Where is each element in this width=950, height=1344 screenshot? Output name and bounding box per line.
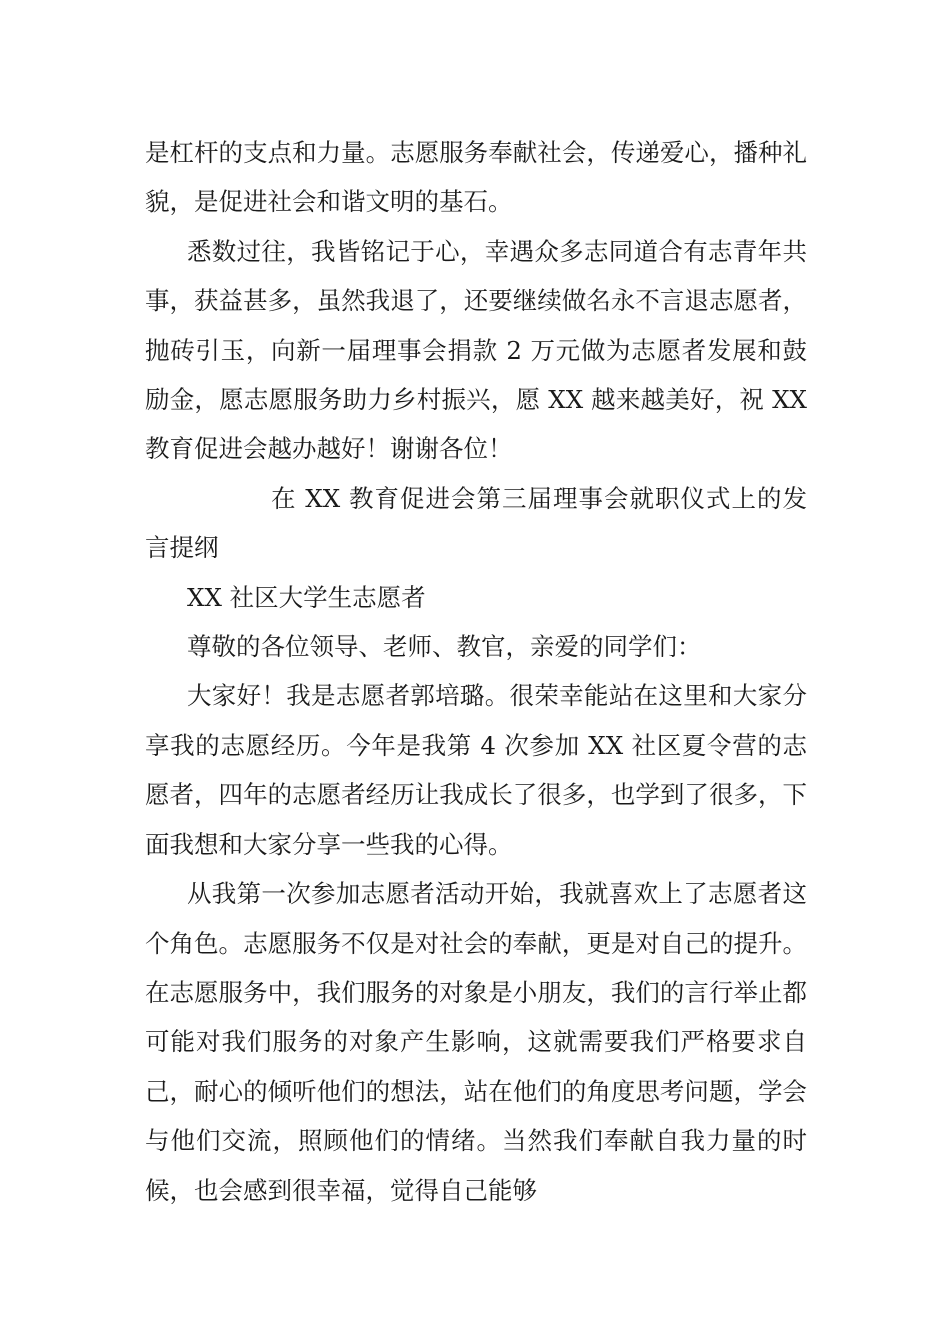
speech-title: 在 XX 教育促进会第三届理事会就职仪式上的发言提纲 bbox=[145, 483, 807, 563]
paragraph-continuation: 是杠杆的支点和力量。志愿服务奉献社会，传递爱心，播种礼貌，是促进社会和谐文明的基石。 bbox=[145, 138, 807, 217]
paragraph-greeting: 大家好！我是志愿者郭培璐。很荣幸能站在这里和大家分享我的志愿经历。今年是我第 4 次参加 XX 社区夏令营的志愿者，四年的志愿者经历让我成长了很多，也学到了很多，下面我想和大家分享一些我的心得。 bbox=[145, 681, 807, 859]
paragraph-retrospect: 悉数过往，我皆铭记于心，幸遇众多志同道合有志青年共事，获益甚多，虽然我退了，还要继续做名永不言退志愿者，抛砖引玉，向新一届理事会捐款 2 万元做为志愿者发展和鼓励金，愿志愿服务助力乡村振兴，愿 XX 越来越美好，祝 XX 教育促进会越办越好！谢谢各位！ bbox=[145, 236, 807, 464]
paragraph-experience: 从我第一次参加志愿者活动开始，我就喜欢上了志愿者这个角色。志愿服务不仅是对社会的奉献，更是对自己的提升。在志愿服务中，我们服务的对象是小朋友，我们的言行举止都可能对我们服务的对象产生影响，这就需要我们严格要求自己，耐心的倾听他们的想法，站在他们的角度思考问题，学会与他们交流，照顾他们的情绪。当然我们奉献自我力量的时候，也会感到很幸福，觉得自己能够 bbox=[145, 879, 807, 1205]
speaker-affiliation: XX 社区大学生志愿者 bbox=[187, 582, 426, 612]
salutation: 尊敬的各位领导、老师、教官，亲爱的同学们： bbox=[187, 632, 702, 662]
document-body bbox=[145, 128, 807, 1215]
